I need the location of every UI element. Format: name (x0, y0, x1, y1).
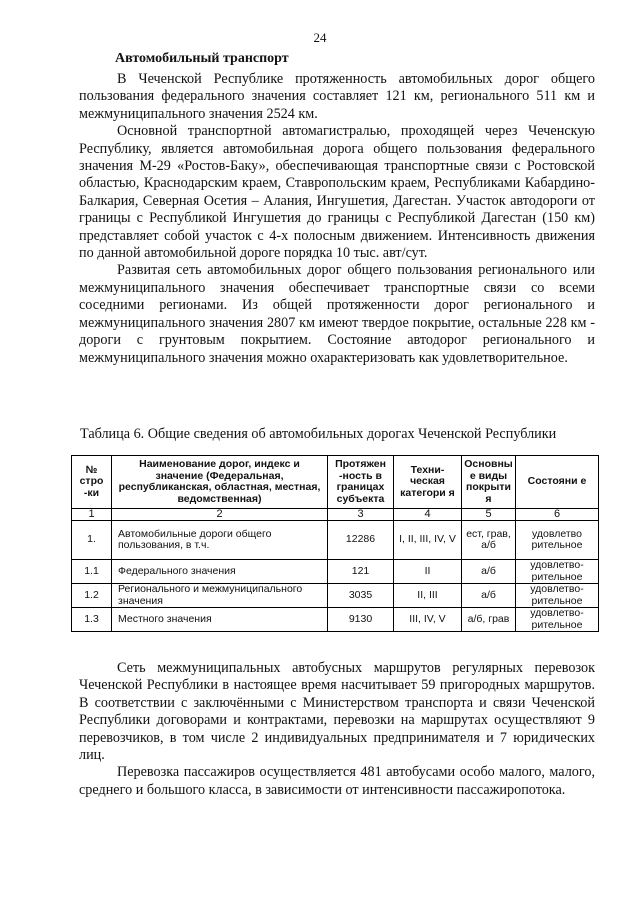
paragraph: В Чеченской Республике протяженность автомобильных дорог общего пользования федерального значения составляет 121 км, регионального 511 км и межмуниципального значения 2524 км. (79, 71, 595, 122)
table-cell: I, II, III, IV, V (394, 521, 462, 560)
table-cell: Автомобильные дороги общего пользования, в т.ч. (112, 521, 328, 560)
table-cell: удовлетво- рительное (516, 560, 599, 584)
table-cell: а/б (462, 560, 516, 584)
header-cell: Техни- ческая категори я (394, 456, 462, 509)
header-cell: Наименование дорог, индекс и значение (Федеральная, республиканская, областная, местная, ведомственная) (112, 456, 328, 509)
table-row (72, 608, 599, 632)
header-cell: Основны е виды покрыти я (462, 456, 516, 509)
table-cell: удовлетво- рительное (516, 584, 599, 608)
table-cell: удовлетво рительное (516, 521, 599, 560)
table-row (72, 584, 599, 608)
table-cell: Федерального значения (112, 560, 328, 584)
paragraph: Сеть межмуниципальных автобусных маршрутов регулярных перевозок Чеченской Республики в настоящее время насчитывает 59 пригородных маршрутов. В соответствии с заключёнными с Министерством транспорта и связи Чеченской Республики договорами и контрактами, перевозки на маршрутах осуществляют 9 перевозчиков, в том числе 2 индивидуальных предпринимателя и 7 юридических лиц. (79, 660, 595, 764)
column-number: 6 (516, 509, 599, 521)
table-cell: 121 (328, 560, 394, 584)
roads-table (71, 455, 599, 632)
page-number: 24 (313, 30, 327, 45)
table-cell: удовлетво- рительное (516, 608, 599, 632)
column-number: 2 (112, 509, 328, 521)
bottom-text (79, 660, 595, 799)
table-cell: 1. (72, 521, 112, 560)
table-cell: II, III (394, 584, 462, 608)
section-title: Автомобильный транспорт (115, 51, 289, 66)
table-cell: 1.3 (72, 608, 112, 632)
table-caption: Таблица 6. Общие сведения об автомобильных дорогах Чеченской Республики (80, 426, 557, 442)
table-cell: III, IV, V (394, 608, 462, 632)
paragraph: Основной транспортной автомагистралью, проходящей через Чеченскую Республику, является автомобильная дорога общего пользования федерального значения М-29 «Ростов-Баку», обеспечивающая транспортные связи с Ростовской областью, Краснодарским краем, Ставропольским краем, Республиками Кабардино-Балкария, Северная Осетия – Алания, Ингушетия, Дагестан. Участок автодороги от границы с Республикой Ингушетия до границы с Республикой Дагестан (150 км) представляет собой участок с 4-х полосным движением. Интенсивность движения по данной автомобильной дороге порядка 10 тыс. авт/сут. (79, 123, 595, 262)
column-number: 5 (462, 509, 516, 521)
table-header-row (72, 456, 599, 509)
header-cell: № стро -ки (72, 456, 112, 509)
table-cell: а/б, грав (462, 608, 516, 632)
table-cell: 12286 (328, 521, 394, 560)
header-cell: Протяжен -ность в границах субъекта (328, 456, 394, 509)
table-cell: ест, грав, а/б (462, 521, 516, 560)
table-cell: 3035 (328, 584, 394, 608)
column-number: 4 (394, 509, 462, 521)
table-row (72, 521, 599, 560)
paragraph: Перевозка пассажиров осуществляется 481 автобусами особо малого, малого, среднего и большого класса, в зависимости от интенсивности пассажиропотока. (79, 764, 595, 798)
table-row (72, 560, 599, 584)
top-text (79, 50, 595, 367)
table-cell: 1.2 (72, 584, 112, 608)
column-number: 1 (72, 509, 112, 521)
header-cell: Состояни е (516, 456, 599, 509)
column-number: 3 (328, 509, 394, 521)
table-cell: II (394, 560, 462, 584)
table-cell: Регионального и межмуниципального значения (112, 584, 328, 608)
table-cell: 9130 (328, 608, 394, 632)
table-cell: Местного значения (112, 608, 328, 632)
table-cell: а/б (462, 584, 516, 608)
paragraph: Развитая сеть автомобильных дорог общего пользования регионального или межмуниципального значения обеспечивает транспортные связи со всеми соседними регионами. Из общей протяженности дорог регионального и межмуниципального значения 2807 км имеют твердое покрытие, остальные 228 км - дороги с грунтовым покрытием. Состояние автодорог регионального и межмуниципального значения можно охарактеризовать как удовлетворительное. (79, 262, 595, 366)
column-number-row (72, 509, 599, 521)
table-cell: 1.1 (72, 560, 112, 584)
